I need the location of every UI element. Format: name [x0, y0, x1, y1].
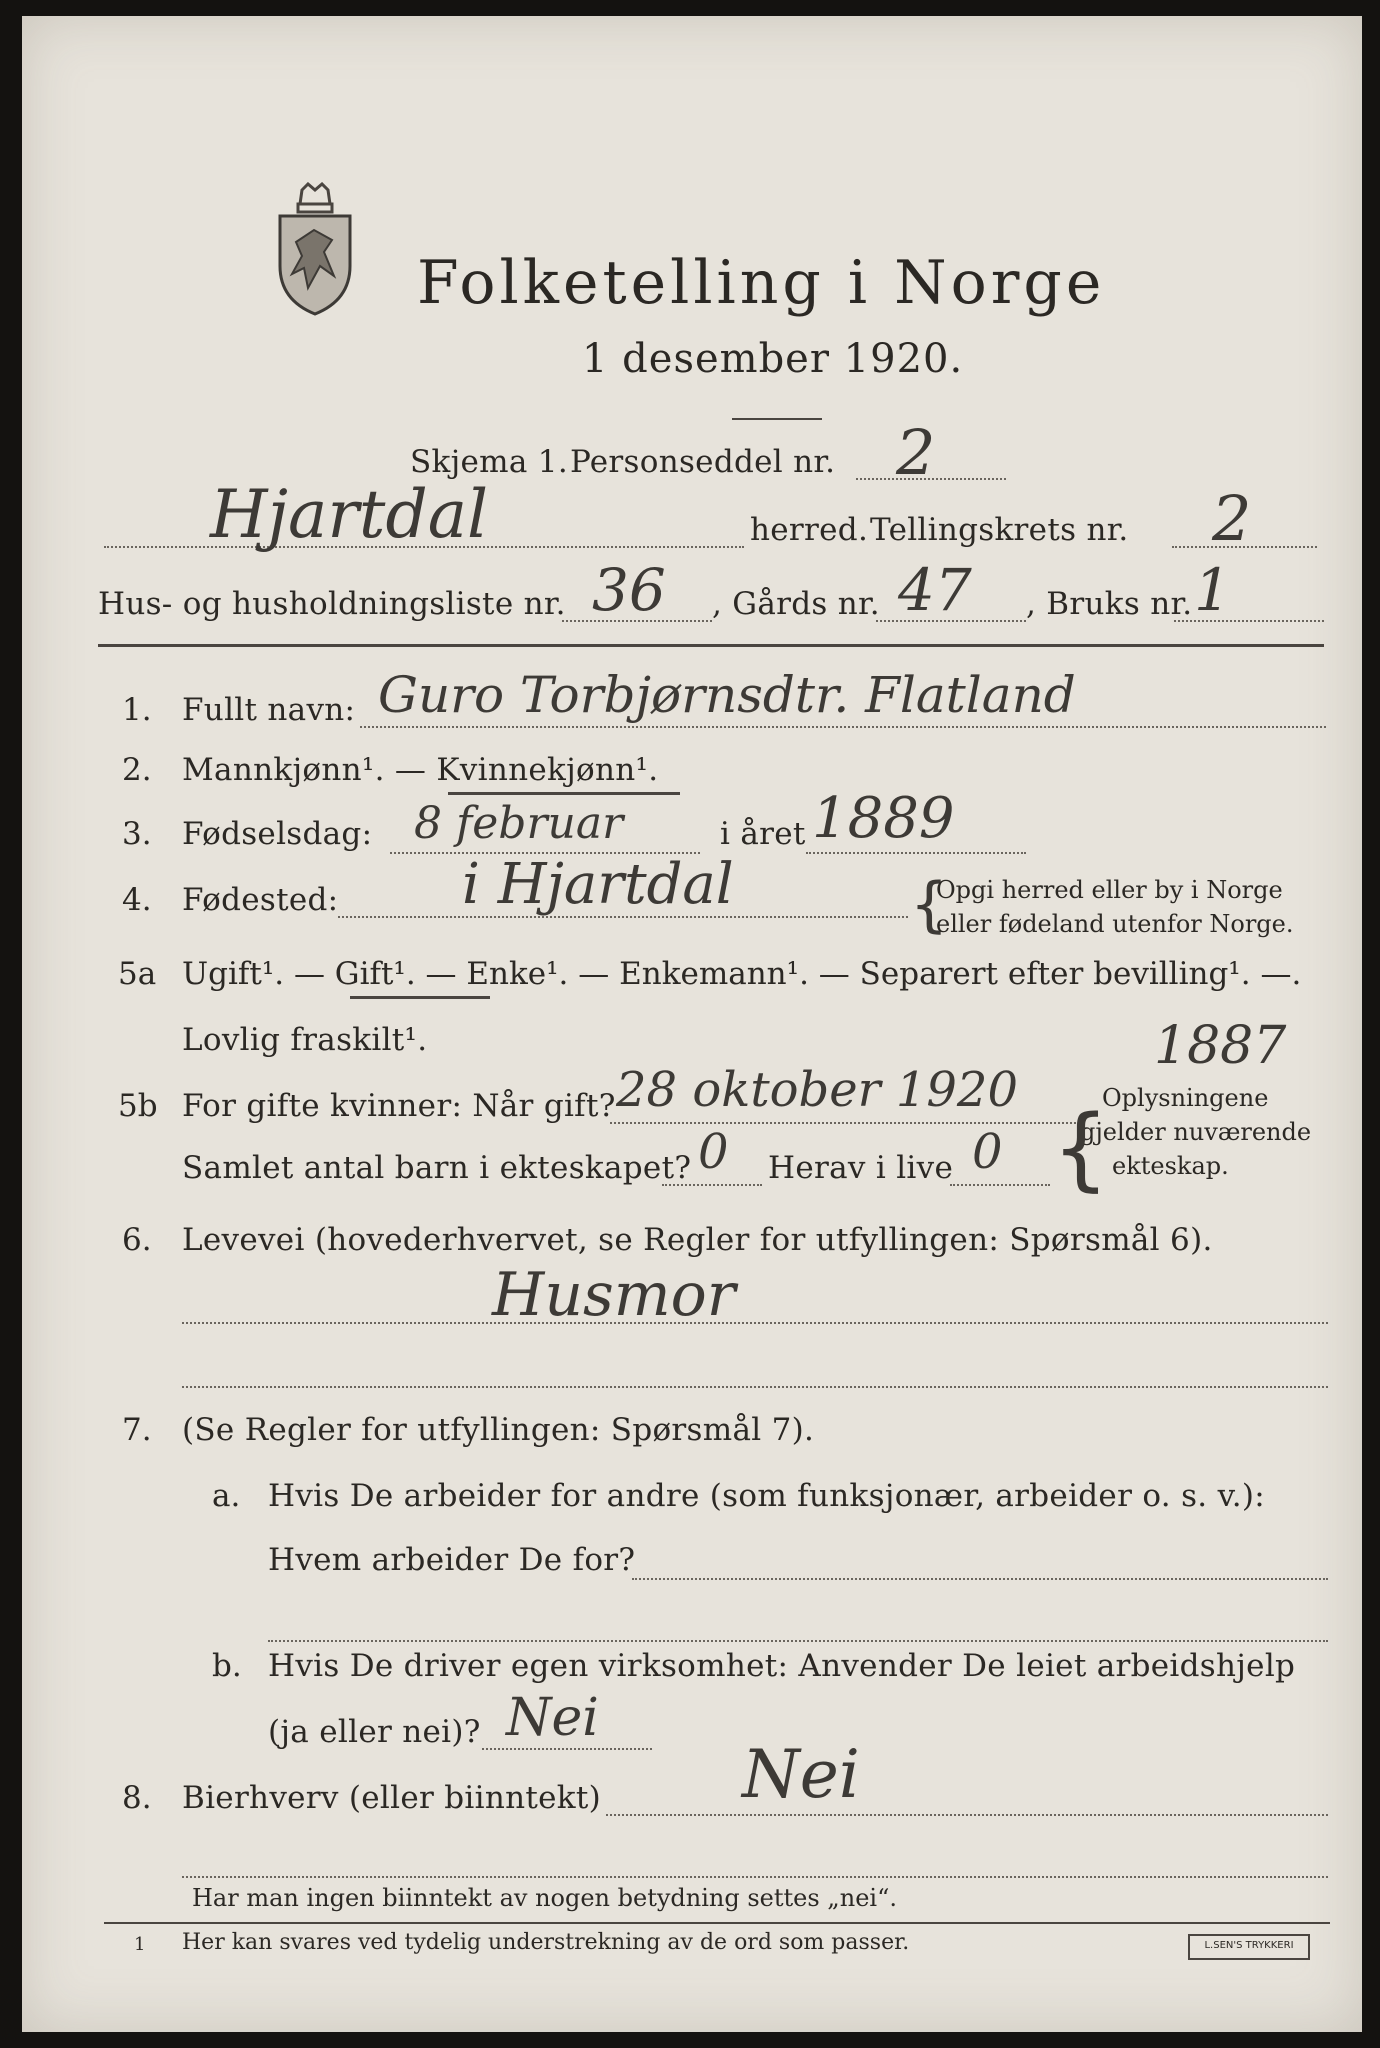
personseddel-value: 2: [896, 416, 936, 489]
q7-label: (Se Regler for utfyllingen: Spørsmål 7).: [182, 1412, 815, 1448]
form-title: Folketelling i Norge: [417, 248, 1106, 318]
q7b-label: (ja eller nei)?: [268, 1714, 481, 1750]
husliste-label: Hus- og husholdningsliste nr.: [98, 586, 566, 622]
bruks-value: 1: [1194, 556, 1231, 624]
q5b-alive-value: 0: [972, 1124, 1003, 1180]
q5a-marital-status: Ugift¹. — Gift¹. — Enke¹. — Enkemann¹. — Separert efter bevilling¹. —.: [182, 956, 1302, 992]
income-note: Har man ingen biinntekt av nogen betydning settes „nei“.: [192, 1884, 897, 1912]
q5b-children-value: 0: [698, 1124, 729, 1180]
q2-gender: Mannkjønn¹. — Kvinnekjønn¹.: [182, 752, 659, 788]
q1-label: Fullt navn:: [182, 692, 356, 728]
q5b-children-label: Samlet antal barn i ekteskapet?: [182, 1150, 692, 1186]
q3-birth-date: 8 februar: [414, 798, 624, 849]
q7a-letter: a.: [212, 1478, 241, 1514]
q5a-number: 5a: [118, 956, 157, 992]
q3-label: Fødselsdag:: [182, 816, 373, 852]
q4-number: 4.: [122, 882, 152, 918]
q3-birth-year: 1889: [812, 786, 955, 851]
q4-label: Fødested:: [182, 882, 339, 918]
q5a-divorced: Lovlig fraskilt¹.: [182, 1022, 428, 1058]
q8-label: Bierhverv (eller biinntekt): [182, 1780, 602, 1816]
q3-year-label: i året: [720, 816, 806, 852]
q6-number: 6.: [122, 1222, 152, 1258]
herred-label: herred.: [750, 512, 869, 548]
schema-label: Skjema 1.: [410, 444, 568, 480]
q5b-number: 5b: [118, 1088, 158, 1124]
q5b-year-correction: 1887: [1154, 1016, 1287, 1076]
q5b-note-line1: Oplysningene: [1102, 1084, 1269, 1112]
q2-number: 2.: [122, 752, 152, 788]
q4-birthplace: i Hjartdal: [462, 852, 734, 917]
q8-number: 8.: [122, 1780, 152, 1816]
coat-of-arms-icon: [274, 182, 356, 318]
q3-number: 3.: [122, 816, 152, 852]
q6-occupation: Husmor: [492, 1260, 736, 1330]
q1-full-name: Guro Torbjørnsdtr. Flatland: [378, 666, 1076, 724]
q5b-label: For gifte kvinner: Når gift?: [182, 1088, 616, 1124]
gards-value: 47: [898, 556, 972, 624]
q7b-letter: b.: [212, 1648, 242, 1684]
q7a-employer-label: Hvem arbeider De for?: [268, 1542, 636, 1578]
husliste-value: 36: [592, 556, 666, 624]
q4-note-line1: Opgi herred eller by i Norge: [936, 876, 1283, 904]
personseddel-label: Personseddel nr.: [570, 444, 836, 480]
q8-answer: Nei: [742, 1736, 860, 1813]
q6-label: Levevei (hovederhvervet, se Regler for utfyllingen: Spørsmål 6).: [182, 1222, 1213, 1258]
q7b-answer: Nei: [506, 1688, 599, 1748]
q7a-text: Hvis De arbeider for andre (som funksjonær, arbeider o. s. v.):: [268, 1478, 1266, 1514]
q5b-marriage-date: 28 oktober 1920: [616, 1062, 1018, 1118]
q7b-text: Hvis De driver egen virksomhet: Anvender De leiet arbeidshjelp: [268, 1648, 1296, 1684]
q5b-note-line2: gjelder nuværende: [1080, 1118, 1312, 1146]
census-form-page: Folketelling i Norge 1 desember 1920. Skjema 1. Personseddel nr. 2 Hjartdal herred. Tellingskrets nr. 2 Hus- og husholdningsliste nr. 36 , Gårds nr. 47 , Bruks nr. 1 1. Fullt navn: Guro Torbjørnsdtr. Flatland 2. Mannkjønn¹. — Kvinnekjønn¹. 3. Fødselsdag: 8 februar i året 1889 4. Fødested: i Hjartdal { Opgi herred eller by i Norge eller fødeland utenfor Norge. 5a Ugift¹. — Gift¹. — Enke¹. — Enkemann¹. — Separert efter bevilling¹. —. Lovlig fraskilt¹. 5b For gifte kvinner: Når gift? 28 oktober 1920 1887 Oplysningene gjelder nuværende ekteskap. Samlet antal barn i ekteskapet? 0 Herav i live 0 { 6. Levevei (hovederhvervet, se Regler for utfyllingen: Spørsmål 6). Husmor 7. (Se Regler for utfyllingen: Spørsmål 7). a. Hvis De arbeider for andre (som funksjonær, arbeider o. s. v.): Hvem arbeider De for? b. Hvis De driver egen virksomhet: Anvender De leiet arbeidshjelp (ja eller nei)? Nei 8. Bierhverv (eller biinntekt) Nei Har man ingen biinntekt av nogen betydning settes „nei“. 1 Her kan svares ved tydelig understrekning av de ord som passer. L.SEN'S TRYKKERI: [22, 16, 1362, 2032]
q4-note-line2: eller fødeland utenfor Norge.: [936, 910, 1294, 938]
q1-number: 1.: [122, 692, 152, 728]
gards-label: , Gårds nr.: [712, 586, 880, 622]
tellingskrets-value: 2: [1212, 482, 1252, 555]
printer-stamp: L.SEN'S TRYKKERI: [1188, 1934, 1310, 1960]
footnote-text: Her kan svares ved tydelig understrekning av de ord som passer.: [182, 1930, 910, 1955]
footnote-mark: 1: [134, 1934, 146, 1955]
herred-value: Hjartdal: [210, 476, 489, 553]
census-date: 1 desember 1920.: [582, 336, 964, 382]
q7-number: 7.: [122, 1412, 152, 1448]
tellingskrets-label: Tellingskrets nr.: [870, 512, 1129, 548]
bruks-label: , Bruks nr.: [1026, 586, 1193, 622]
q5b-alive-label: Herav i live: [768, 1150, 954, 1186]
q5b-note-line3: ekteskap.: [1112, 1152, 1229, 1180]
